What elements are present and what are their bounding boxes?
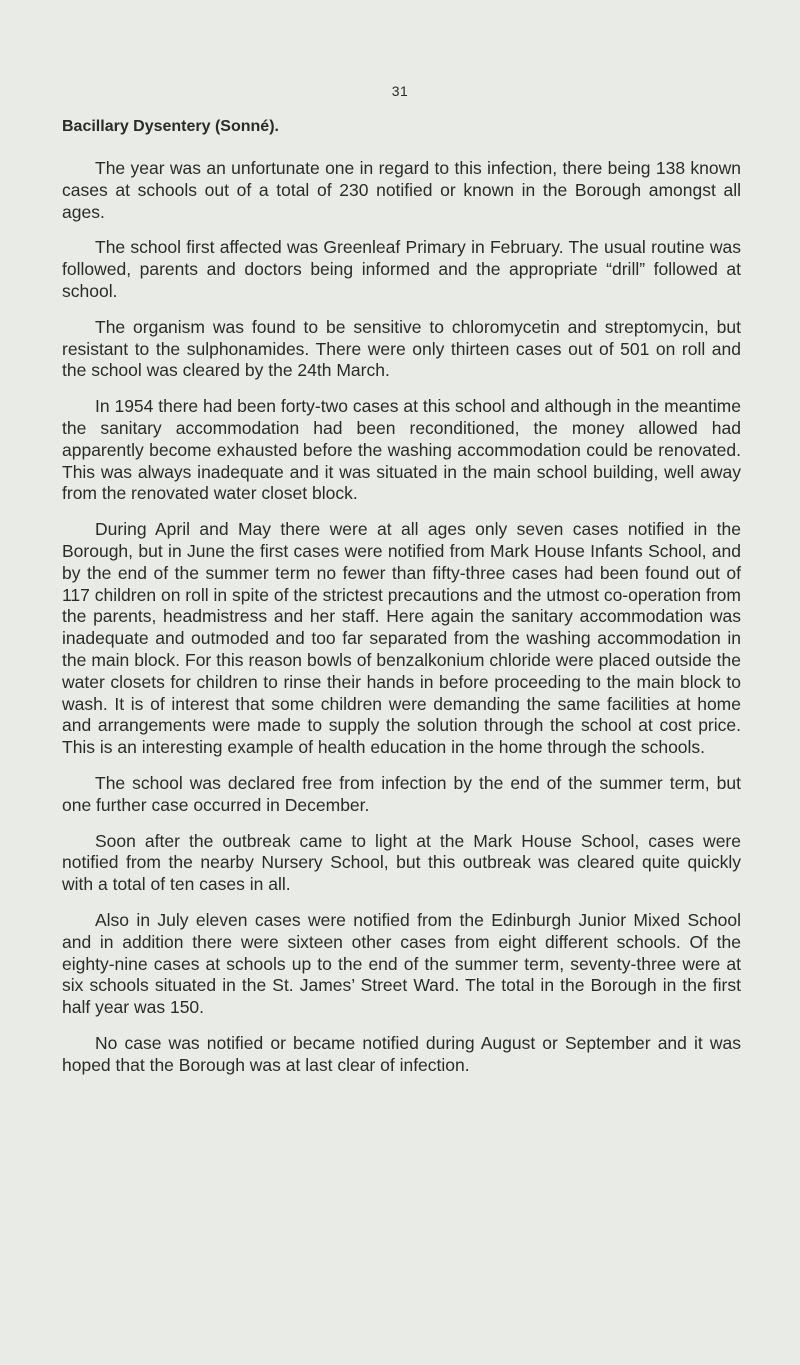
paragraph-1954: In 1954 there had been forty-two cases at this school and although in the meantime the sanitary accommodation had been reconditioned, the money allowed had apparently become exhausted before the washing accommodation could be renovated. This was always inadequate and it was situated in the main school building, well away from the renovated water closet block. <box>62 396 741 504</box>
page-number: 31 <box>391 83 409 99</box>
paragraph-nursery: Soon after the outbreak came to light at the Mark House School, cases were notified from the nearby Nursery School, but this outbreak was cleared quite quickly with a total of ten cases in all. <box>62 830 741 895</box>
section-heading: Bacillary Dysentery (Sonné). <box>62 118 279 135</box>
paragraph-organism: The organism was found to be sensitive to chloromycetin and streptomycin, but resistant to the sulphonamides. There were only thirteen cases out of 501 on roll and the school was cleared by the 24th March. <box>62 316 741 381</box>
paragraph-mark-house: During April and May there were at all ages only seven cases notified in the Borough, but in June the first cases were notified from Mark House Infants School, and by the end of the summer term no fewer than fifty-three cases had been found out of 117 children on roll in spite of the strictest precautions and the utmost co-operation from the parents, headmistress and her staff. Here again the sanitary accommodation was inadequate and outmoded and too far separated from the washing accommodation in the main block. For this reason bowls of benzalkonium chloride were placed outside the water closets for children to rinse their hands in before proceeding to the main block to wash. It is of interest that some children were demanding the same facilities at home and arrangements were made to supply the solution through the school at cost price. This is an interesting example of health education in the home through the schools. <box>62 519 741 758</box>
paragraph-declared-free: The school was declared free from infection by the end of the summer term, but one further case occurred in December. <box>62 772 741 815</box>
paragraph-conclusion: No case was notified or became notified during August or September and it was hoped that the Borough was at last clear of infection. <box>62 1032 741 1075</box>
body-text <box>62 158 741 1090</box>
paragraph-edinburgh: Also in July eleven cases were notified from the Edinburgh Junior Mixed School and in addition there were sixteen other cases from eight different schools. Of the eighty-nine cases at schools up to the end of the summer term, seventy-three were at six schools situated in the St. James’ Street Ward. The total in the Borough in the first half year was 150. <box>62 909 741 1018</box>
paragraph-intro: The year was an unfortunate one in regard to this infection, there being 138 known cases at schools out of a total of 230 notified or known in the Borough amongst all ages. <box>62 158 741 222</box>
paragraph-greenleaf: The school first affected was Greenleaf Primary in February. The usual routine was followed, parents and doctors being informed and the appropriate “drill” followed at school. <box>62 237 741 301</box>
